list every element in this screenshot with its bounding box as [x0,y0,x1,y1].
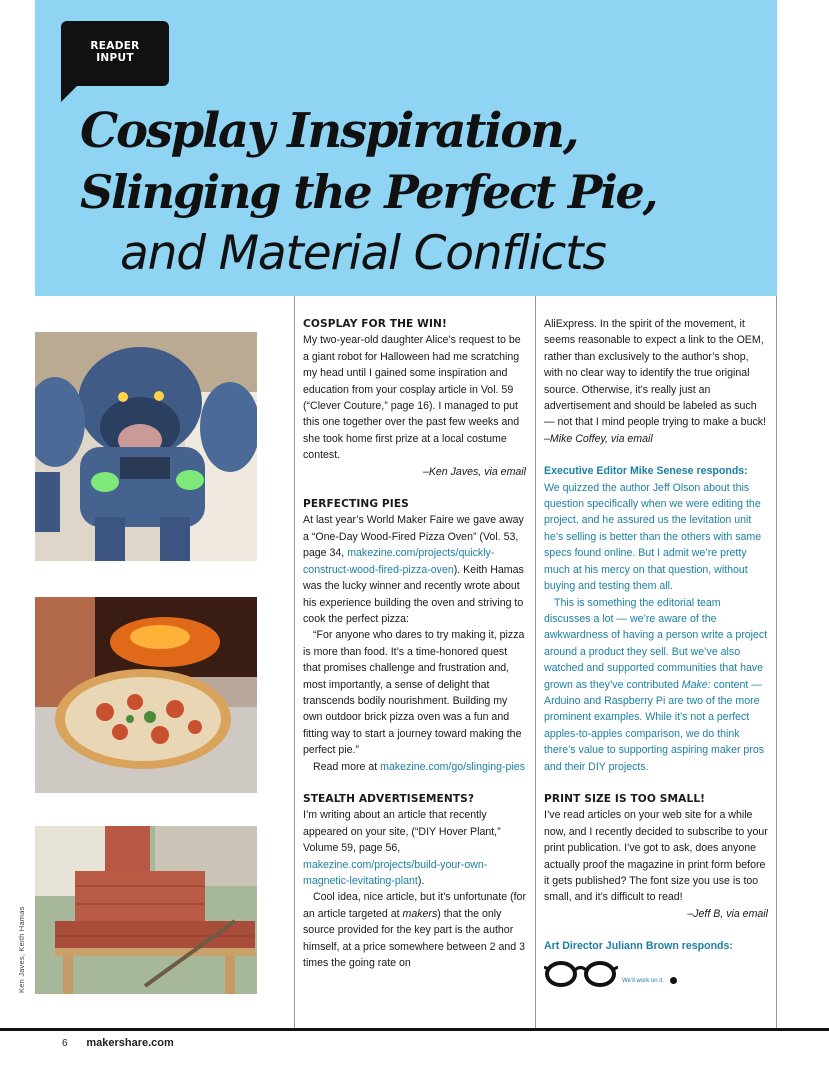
editor-response-paragraph-1: We quizzed the author Jeff Olson about this question specifically when we were editing the project, and he assured us the levitation unit he’s selling is better than the others with same specs found online. But I admit we’re pretty much at his mercy on that question, without buying and testing them all. [544,481,762,593]
hover-plant-link[interactable]: makezine.com/projects/build-your-own-magnetic-levitating-plant [303,858,488,887]
makers-emphasis: makers [402,907,438,920]
stealth-letter-continued [544,316,768,447]
page-footer [62,1037,174,1049]
section-heading-pies: PERFECTING PIES [303,498,409,511]
glasses-icon [544,959,618,989]
wink-icon [670,977,677,984]
column-divider-3 [776,296,777,1030]
title-line-2: Slinging the Perfect Pie, [80,165,657,219]
page-title [80,100,780,286]
pies-letter-body [303,512,526,627]
section-heading-cosplay: COSPLAY FOR THE WIN! [303,318,447,330]
art-director-response-heading: Art Director Juliann Brown responds: [544,940,733,953]
stealth-letter-body [303,807,526,889]
tag-line-1: READER [90,40,140,52]
stealth-p2-text-a: Cool idea, nice article, but it’s unfortunate (for an article targeted at [303,891,526,920]
photo-credit: Ken Javes, Keith Hamas [17,906,26,993]
cosplay-letter-signature: –Ken Javes, via email [422,465,526,478]
pizza-oven-link[interactable]: makezine.com/projects/quickly-construct-wood-fired-pizza-oven [303,547,495,576]
column-2 [544,316,768,989]
continued-text: AliExpress. In the spirit of the movement, it seems reasonable to expect a link to the OEM, rather than exclusively to the author’s shop, with no clear way to identify the true original source. Otherwise, it’s really just an advertisement and should be labeled as such — not that I mind people trying to make a buck! [544,318,766,429]
robot-costume-photo [35,332,257,561]
spacer [303,480,526,496]
stealth-letter-paragraph-2 [303,889,526,971]
slinging-pies-link[interactable]: makezine.com/go/slinging-pies [380,760,525,773]
pizza-photo [35,597,257,793]
art-director-reply: We’ll work on it. [622,977,664,984]
column-1 [303,316,526,971]
read-more-text: Read more at [313,760,381,773]
editor-p2-text-a: This is something the editorial team discusses a lot — we’re aware of the awkwardness of having a person write a project around a product they sell. But we’ve also watched and supported communities that have grown as they’ve contributed [544,596,768,691]
editor-response-paragraph-2 [544,595,768,775]
make-emphasis: Make: [681,678,711,691]
footer-rule [0,1028,829,1031]
cosplay-letter-body: My two-year-old daughter Alice’s request to be a giant robot for Halloween had me scratching my head until I gained some inspiration and education from your cosplay article in Vol. 59 (“Clever Couture,” page 16). I managed to put this one together over the past few weeks and she took home first prize at a local costume contest. [303,334,521,462]
title-line-3: and Material Conflicts [120,226,606,281]
spacer [544,775,768,791]
stealth-p2-text-b: ) that the only source provided for the key part is the author himself, at a price somewhere between 2 and 3 times the going rate on [303,907,526,970]
spacer [544,447,768,463]
editor-response-heading: Executive Editor Mike Senese responds: [544,465,748,478]
column-divider-1 [294,296,295,1030]
editor-p2-text-b: content — Arduino and Raspberry Pi are two of the more prominent examples. While it’s not a perfect apples-to-apples comparison, we do think there’s value to supporting aspiring maker pros and their DIY projects. [544,678,765,773]
pies-body-text-b: ). Keith Hamas was the lucky winner and recently wrote about his experience building the oven and striving to cook the perfect pizza: [303,563,524,625]
reader-input-tag [61,21,169,86]
stealth-body-text-b: ). [417,875,425,887]
print-size-letter-body: I’ve read articles on your web site for a while now, and I recently decided to subscribe to your print publication. I’ve got to ask, does anyone actually proof the magazine in print form before it gets published? The font size you use is too small, and it’s difficult to read! [544,809,768,904]
pies-read-more [303,759,526,775]
column-divider-2 [535,296,536,1030]
stealth-body-text-a: I’m writing about an article that recently appeared on your site, (“DIY Hover Plant,” Volume 59, page 56, [303,809,501,855]
title-line-1: Cosplay Inspiration, [80,103,578,159]
stealth-letter-signature: –Mike Coffey, via email [544,432,653,445]
speech-bubble-tail-icon [61,80,83,102]
footer-site-link[interactable]: makershare.com [86,1037,174,1049]
pies-quote: “For anyone who dares to try making it, pizza is more than food. It’s a time-honored quest that promises challenge and frustration and, most importantly, a sense of delight that transcends bodily nourishment. Building my own outdoor brick pizza oven was a fun and fitting way to start a journey toward making the perfect pie.” [303,629,525,757]
brick-oven-photo [35,826,257,994]
spacer [303,775,526,791]
page-number: 6 [62,1038,68,1049]
print-size-letter-signature: –Jeff B, via email [687,907,768,920]
tag-line-2: INPUT [96,52,134,64]
spacer [544,922,768,938]
art-director-response [544,959,768,989]
section-heading-print-size: PRINT SIZE IS TOO SMALL! [544,792,706,805]
section-heading-stealth: STEALTH ADVERTISEMENTS? [303,792,475,805]
pies-body-text-a: At last year’s World Maker Faire we gave away a “One-Day Wood-Fired Pizza Oven” (Vol. 53, page 34, [303,514,524,560]
